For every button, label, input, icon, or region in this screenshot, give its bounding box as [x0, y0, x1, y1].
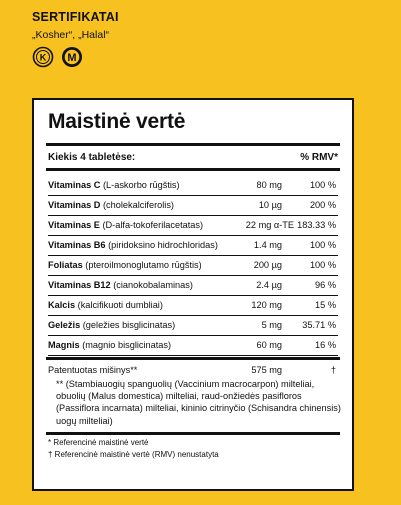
footnote-rule	[46, 432, 340, 435]
nutrient-amount: 22 mg α-TE	[245, 220, 294, 230]
nutrient-amount: 2.4 µg	[256, 280, 282, 290]
patented-blend-label: Patentuotas mišinys**	[48, 365, 138, 375]
nutrient-name: Vitaminas C	[48, 180, 101, 190]
nutrient-row	[48, 276, 338, 296]
nutrient-detail: (pteroilmonoglutamo rūgštis)	[85, 260, 202, 270]
nutrient-amount: 5 mg	[261, 320, 282, 330]
nutrient-name: Vitaminas B6	[48, 240, 106, 250]
footnote-rmv-not-set: † Referencinė maistinė vertė (RMV) nenustatyta	[48, 449, 219, 459]
header-rmv-label: % RMV*	[300, 152, 338, 163]
nutrient-amount: 1.4 mg	[253, 240, 282, 250]
svg-text:M: M	[67, 52, 77, 64]
nutrient-detail: (geležies bisglicinatas)	[82, 320, 176, 330]
svg-text:K: K	[39, 52, 47, 63]
patented-blend-description: ** (Stambiauogių spanguolių (Vaccinium macrocarpon) milteliai, obuolių (Malus domestica) milteliai, raud-onžiedės pasifloros (Passiflora incarnata) milteliai, kininio citrinyčio (Schisandra chinensis) uogų milteliai)	[56, 379, 341, 426]
nutrient-percent: 96 %	[315, 280, 336, 290]
nutrient-detail: (magnio bisglicinatas)	[82, 340, 172, 350]
nutrient-percent: 35.71 %	[302, 320, 336, 330]
nutrient-amount: 60 mg	[256, 340, 282, 350]
table-header	[48, 152, 338, 163]
certificate-icons	[32, 46, 83, 68]
kosher-icon	[32, 46, 54, 68]
nutrient-row	[48, 256, 338, 276]
certificates-title: SERTIFIKATAI	[32, 10, 119, 24]
halal-icon	[61, 46, 83, 68]
nutrient-name: Vitaminas D	[48, 200, 101, 210]
nutrient-name: Vitaminas E	[48, 220, 100, 230]
nutrient-amount: 200 µg	[253, 260, 282, 270]
nutrient-percent: 200 %	[309, 200, 336, 210]
nutrient-detail: (kalcifikuoti dumbliai)	[77, 300, 163, 310]
nutrient-detail: (D-alfa-tokoferilacetatas)	[102, 220, 204, 230]
patented-blend-amount: 575 mg	[251, 365, 282, 375]
nutrition-panel	[32, 98, 354, 491]
nutrient-percent: 15 %	[315, 300, 336, 310]
nutrient-row	[48, 176, 338, 196]
nutrient-detail: (L-askorbo rūgštis)	[103, 180, 180, 190]
nutrient-row	[48, 196, 338, 216]
nutrient-percent: 100 %	[309, 240, 336, 250]
nutrient-row	[48, 336, 338, 356]
patented-blend-percent: †	[330, 365, 336, 375]
header-amount-label: Kiekis 4 tabletėse:	[48, 152, 136, 163]
nutrient-amount: 10 µg	[258, 200, 282, 210]
footnote-rmv: * Referencinė maistinė vertė	[48, 438, 149, 447]
nutrient-row	[48, 296, 338, 316]
nutrient-percent: 183.33 %	[297, 220, 336, 230]
title-rule	[46, 143, 340, 146]
nutrient-percent: 100 %	[309, 180, 336, 190]
nutrient-detail: (cholekalciferolis)	[103, 200, 174, 210]
nutrient-name: Geležis	[48, 320, 81, 330]
nutrient-amount: 80 mg	[256, 180, 282, 190]
nutrient-detail: (cianokobalaminas)	[113, 280, 193, 290]
nutrient-percent: 100 %	[309, 260, 336, 270]
nutrient-row	[48, 236, 338, 256]
nutrient-name: Magnis	[48, 340, 80, 350]
nutrient-name: Vitaminas B12	[48, 280, 111, 290]
nutrient-name: Foliatas	[48, 260, 83, 270]
certificates-subtitle: „Kosher“, „Halal“	[32, 29, 110, 41]
panel-title: Maistinė vertė	[48, 110, 186, 133]
nutrient-row	[48, 216, 338, 236]
footnotes	[48, 437, 219, 460]
nutrient-amount: 120 mg	[251, 300, 282, 310]
patented-blend	[48, 364, 341, 427]
nutrient-percent: 16 %	[315, 340, 336, 350]
rows-end-rule	[46, 357, 340, 360]
nutrient-detail: (piridoksino hidrochloridas)	[108, 240, 218, 250]
nutrient-name: Kalcis	[48, 300, 76, 310]
nutrient-row	[48, 316, 338, 336]
header-rule	[46, 168, 340, 171]
